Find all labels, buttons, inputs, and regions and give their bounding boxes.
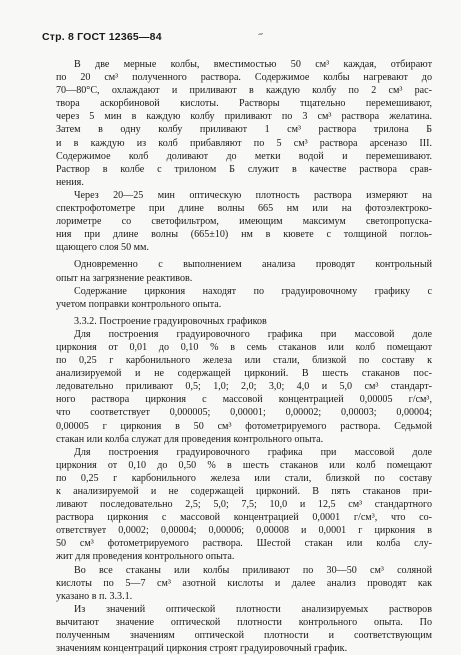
paragraph (56, 603, 432, 655)
text-line: ливают последовательно 2,5; 5,0; 7,5; 10,0 и 12,5 см³ стандартного (56, 499, 432, 511)
text-line: Содержание циркония находят по градуировочному графику с (74, 285, 432, 297)
text-line: Из значений оптической плотности анализируемых растворов (74, 603, 432, 615)
text-line: циркония от 0,10 до 0,50 % в шесть стаканов или колб помещают (56, 459, 432, 471)
text-line: 50 см³ фотометрируемого раствора. Шестой стакан или колба слу- (56, 538, 432, 550)
paragraph (56, 189, 432, 254)
page-header: Стр. 8 ГОСТ 12365—84 (42, 31, 162, 43)
text-line: В две мерные колбы, вместимостью 50 см³ каждая, отбирают (74, 59, 432, 70)
text-line: анализируемой и не содержащей цирконий. В шесть стаканов пос- (56, 368, 432, 380)
text-line: значениям концентраций циркония строят градуировочный график. (56, 643, 348, 655)
text-line: щающего слоя 50 мм. (56, 242, 149, 254)
text-line: к анализируемой и не содержащей цирконий. В пять стаканов при- (56, 486, 432, 497)
text-line: циркония от 0,01 до 0,10 % в семь стаканов или колб помещают (56, 341, 432, 353)
text-line: Через 20—25 мин оптическую плотность раствора измеряют на (74, 189, 432, 201)
text-line: опыт на загрязнение реактивов. (56, 272, 193, 284)
text-line: нения. (56, 176, 84, 188)
paragraph (56, 258, 432, 284)
text-line: Содержимое колб доливают до метки водой и перемешивают. (56, 150, 432, 162)
text-line: жит для проведения контрольного опыта. (56, 551, 235, 563)
text-line: через 5 мин в каждую колбу приливают по 3 см³ раствора желатина. (56, 111, 432, 123)
text-line: по 20 см³ полученного раствора. Содержимое колбы нагревают до (56, 72, 432, 84)
text-line: полученным значениям оптической плотности и соответствующим (56, 630, 432, 642)
paragraph (56, 328, 432, 446)
text-line: ния при длине волны (665±10) нм в кювете с толщиной поглоь- (56, 229, 432, 241)
text-line: и в каждую из колб прибавляют по 5 см³ раствора арсеназо III. (56, 137, 432, 149)
text-line: 0,00005 г циркония в 50 см³ фотометрируемого раствора. Седьмой (56, 420, 432, 432)
text-line: ледовательно приливают 0,5; 1,0; 2,0; 3,0; 4,0 и 5,0 см³ стандарт- (56, 381, 432, 393)
paragraph (56, 446, 432, 564)
paragraph (56, 285, 432, 311)
text-line: Для построения градуировочного графика при массовой доле (74, 328, 432, 340)
text-line: твора аскорбиновой кислоты. Растворы тщательно перемешивают, (56, 98, 432, 110)
handwritten-mark: ~ (257, 28, 265, 40)
text-line: лориметре со светофильтром, имеющим максимум светопропуска- (56, 216, 432, 228)
text-line: что соответствует 0,000005; 0,00001; 0,00002; 0,00003; 0,00004; (56, 407, 432, 419)
paragraph (56, 564, 432, 603)
text-line: указано в п. 3.3.1. (56, 590, 133, 602)
text-line: Затем в одну колбу приливают 1 см³ раствора трилона Б (56, 124, 432, 136)
text-line: учетом поправки контрольного опыта. (56, 298, 222, 310)
text-line: по 0,25 г карбонильного железа или стали, близкой по составу к (56, 355, 432, 367)
text-line: Во все стаканы или колбы приливают по 30—50 см³ соляной (74, 564, 432, 576)
paragraph (56, 58, 432, 189)
text-line: вычитают значение оптической плотности контрольного опыта. По (56, 616, 432, 628)
section-heading (56, 315, 432, 328)
document-body (56, 58, 432, 655)
text-line: Раствор в колбе с трилоном Б служит в качестве раствора срав- (56, 163, 432, 175)
text-line: кислоты по 5—7 см³ азотной кислоты и далее анализ проводят как (56, 577, 432, 589)
text-line: раствора циркония с массовой концентрацией 0,0001 г/см³, что со- (56, 512, 432, 524)
text-line: 3.3.2. Построение градуировочных графиков (74, 315, 267, 327)
text-line: по 0,25 г карбонильного железа или стали, близкой по составу (56, 472, 432, 484)
text-line: спектрофотометре при длине волны 665 нм или на фотоэлектроко- (56, 203, 432, 215)
text-line: Одновременно с выполнением анализа проводят контрольный (74, 259, 432, 271)
text-line: стакан или колба служат для проведения контрольного опыта. (56, 433, 324, 445)
text-line: ответствует 0,0002; 0,00004; 0,00006; 0,00008 и 0,0001 г циркония в (56, 525, 432, 537)
text-line: Для построения градуировочного графика при массовой доле (74, 446, 432, 458)
text-line: ного раствора циркония с массовой концентрацией 0,00005 г/см³, (56, 394, 432, 406)
text-line: 70—80°С, охлаждают и приливают в каждую колбу по 2 см³ рас- (56, 85, 432, 97)
